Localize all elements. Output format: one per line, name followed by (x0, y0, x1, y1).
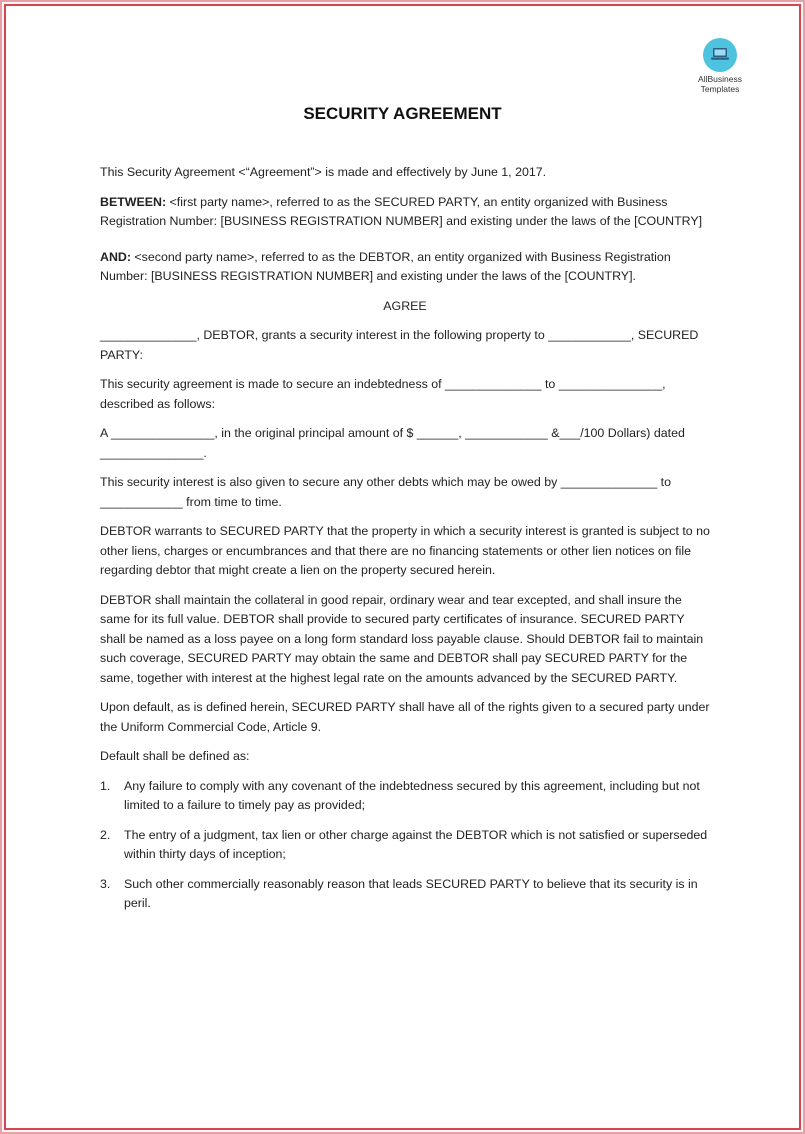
list-item (100, 826, 710, 865)
logo-line1: AllBusiness (698, 74, 742, 84)
between-paragraph (100, 193, 710, 232)
between-text: <first party name>, referred to as the SECURED PARTY, an entity organized with Business Registration Number: [BUSINESS REGISTRATION NUMBER] and existing under the laws of the [COUNTRY] (100, 194, 703, 228)
list-text: Such other commercially reasonably reason that leads SECURED PARTY to believe that its security is in peril. (124, 876, 698, 910)
and-paragraph (100, 248, 710, 287)
intro-paragraph: This Security Agreement <“Agreement”> is made and effectively by June 1, 2017. (100, 165, 547, 179)
list-number: 1. (100, 778, 111, 793)
list-number: 2. (100, 827, 111, 842)
document-body (100, 163, 710, 924)
agree-heading: AGREE (383, 298, 427, 313)
warranty-paragraph: DEBTOR warrants to SECURED PARTY that the property in which a security interest is granted is subject to no other liens, charges or encumbrances and that there are no financing statements or other lien notices on file regarding debtor that might create a lien on the property secured herein. (100, 524, 710, 577)
list-item (100, 875, 710, 914)
insurance-paragraph: DEBTOR shall maintain the collateral in good repair, ordinary wear and tear excepted, and shall insure the same for its full value. DEBTOR shall provide to secured party certificates of insurance. SECURED PARTY shall be named as a loss payee on a long form standard loss payable clause. Should DEBTOR fail to maintain such coverage, SECURED PARTY may obtain the same and DEBTOR shall pay SECURED PARTY for the same, together with interest at the highest legal rate on the amounts advanced by the SECURED PARTY. (100, 592, 704, 685)
list-item (100, 777, 710, 816)
between-label: BETWEEN: (100, 194, 167, 209)
other-debts-paragraph: This security interest is also given to secure any other debts which may be owed by ______________ to ____________ from time to time. (100, 475, 671, 509)
grant-paragraph: ______________, DEBTOR, grants a security interest in the following property to ____________, SECURED PARTY: (100, 328, 699, 362)
allbusiness-logo (690, 38, 750, 94)
indebtedness-paragraph: This security agreement is made to secure an indebtedness of ______________ to _______________, described as follows: (100, 377, 666, 411)
document-title: SECURITY AGREEMENT (303, 104, 502, 123)
list-text: The entry of a judgment, tax lien or other charge against the DEBTOR which is not satisfied or superseded within thirty days of inception; (124, 827, 708, 861)
default-definition-paragraph: Default shall be defined as: (100, 749, 250, 763)
list-text: Any failure to comply with any covenant of the indebtedness secured by this agreement, including but not limited to a failure to timely pay as provided; (124, 778, 700, 812)
logo-line2: Templates (700, 84, 740, 94)
laptop-icon (703, 38, 737, 72)
principal-paragraph: A _______________, in the original principal amount of $ ______, ____________ &___/100 Dollars) dated _______________. (100, 426, 685, 460)
and-text: <second party name>, referred to as the DEBTOR, an entity organized with Business Registration Number: [BUSINESS REGISTRATION NUMBER] and existing under the laws of the [COUNTRY]. (100, 249, 671, 283)
list-number: 3. (100, 876, 111, 891)
and-label: AND: (100, 249, 131, 264)
default-rights-paragraph: Upon default, as is defined herein, SECURED PARTY shall have all of the rights given to a secured party under the Uniform Commercial Code, Article 9. (100, 700, 710, 734)
